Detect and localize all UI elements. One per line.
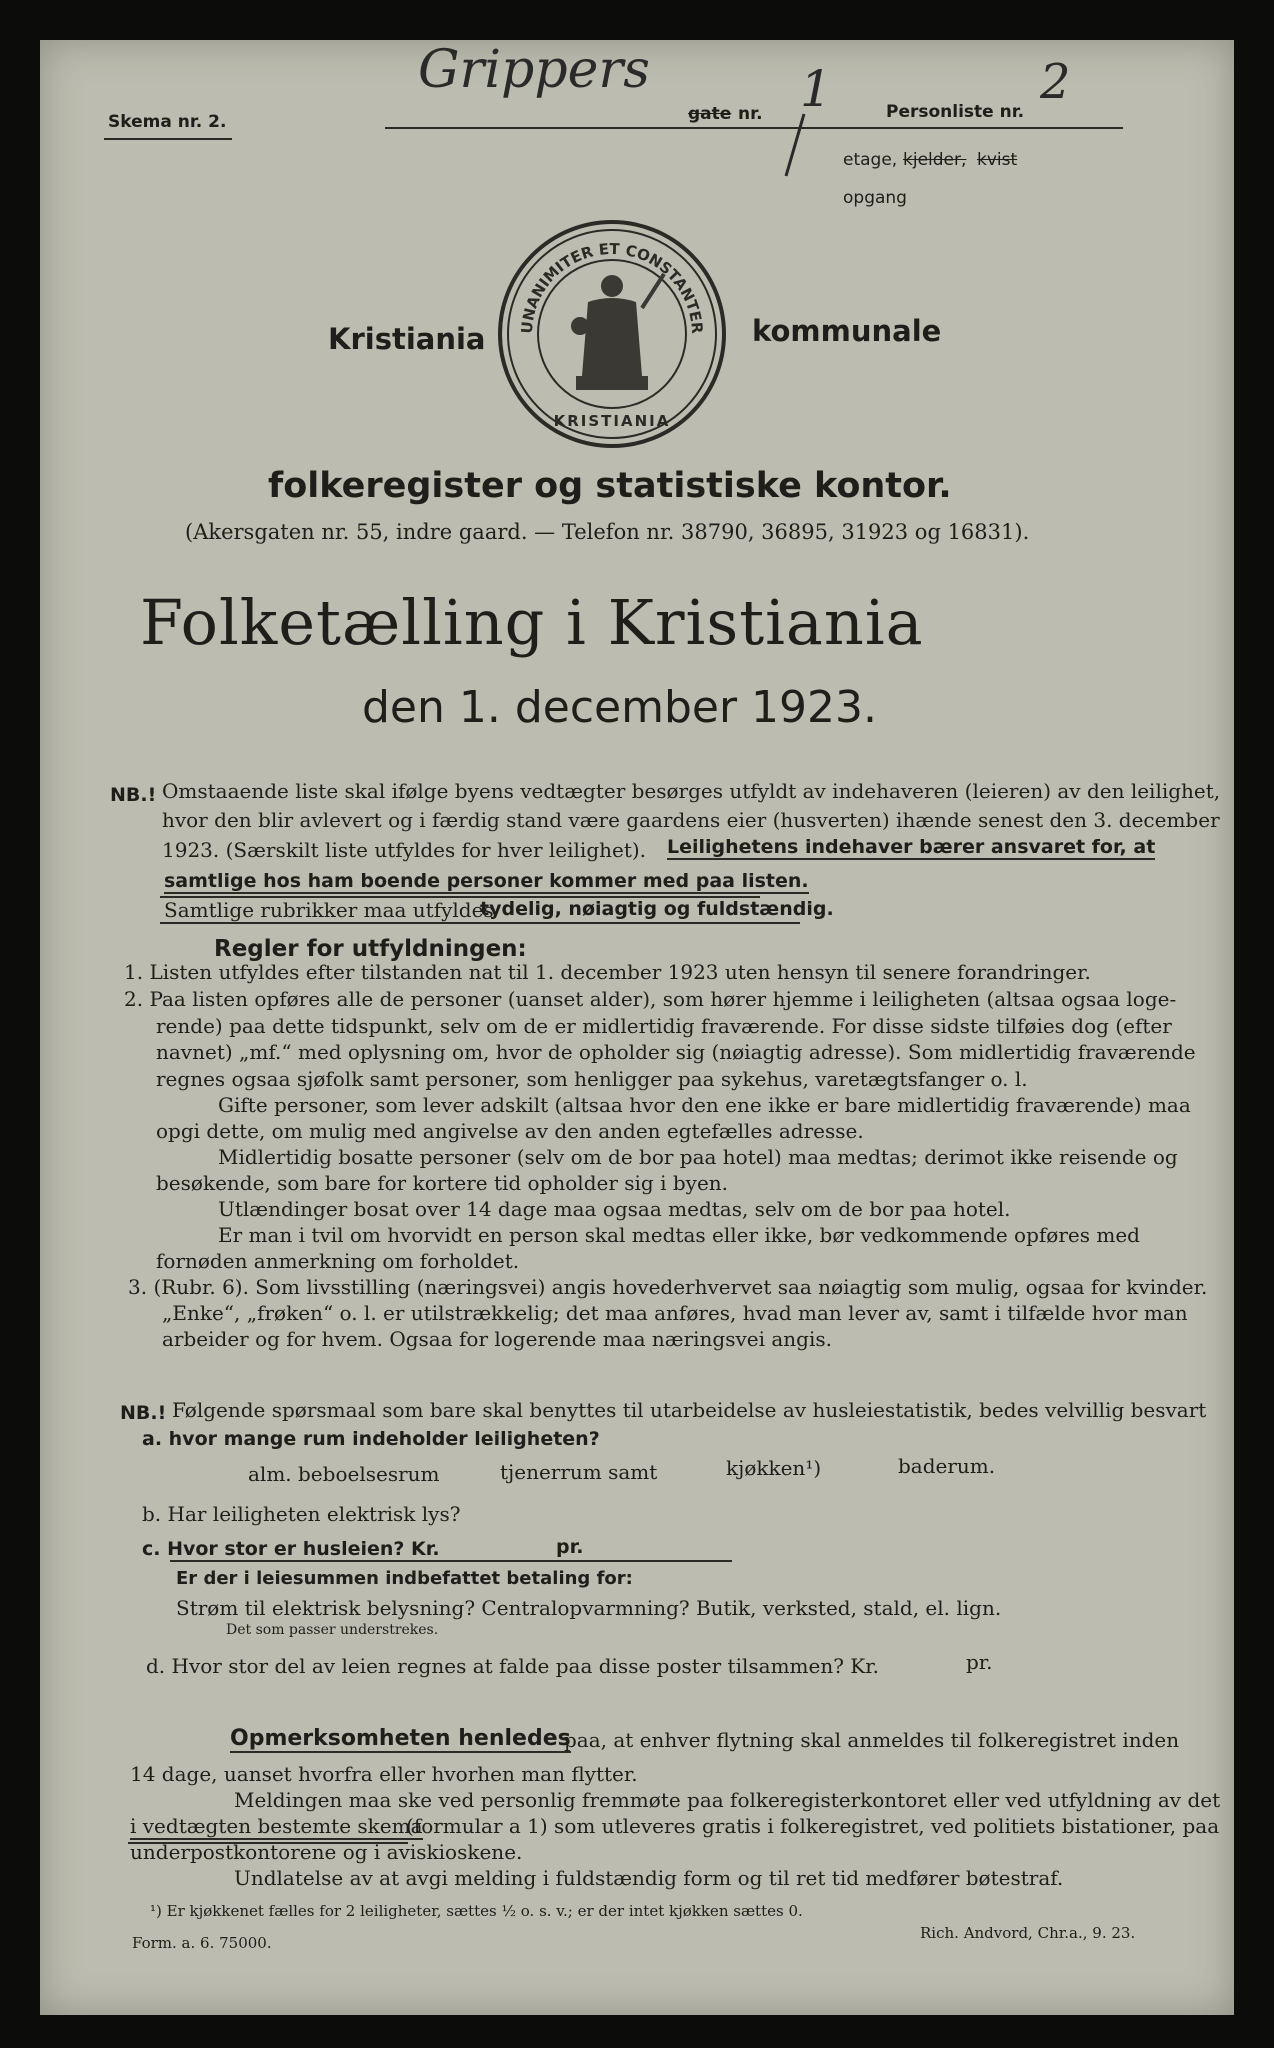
question-c-underline [170,1560,732,1562]
question-d-pr: pr. [966,1650,993,1674]
rule-2a: 2. Paa listen opføres alle de personer (uanset alder), som hører hjemme i leiligheten (altsaa ogsaa loge- [124,987,1177,1011]
office-left-word: Kristiania [328,322,486,356]
notice-line4b: (formular a 1) som utleveres gratis i folkeregistret, ved politiets bistationer, paa [406,1814,1220,1838]
question-c: c. Hvor stor er husleien? Kr. [142,1538,440,1560]
rule-2k: fornøden anmerkning om forholdet. [156,1249,520,1273]
question-a-field-3: kjøkken¹) [726,1456,822,1480]
nb2-intro: Følgende spørsmaal som bare skal benyttes til utarbeidelse av husleiestatistik, bedes velvillig besvart [172,1398,1207,1422]
kvist-label: kvist [977,150,1018,170]
question-b: b. Har leiligheten elektrisk lys? [142,1502,461,1526]
nb1-line4: samtlige hos ham boende personer kommer med paa listen. [164,870,809,892]
gate-label: gate [688,104,732,124]
personliste-label: Personliste nr. [886,102,1025,122]
rule-2j: Er man i tvil om hvorvidt en person skal medtas eller ikke, bør vedkommende opføres med [218,1223,1140,1247]
question-a-field-4: baderum. [898,1454,996,1478]
rule-2f: opgi dette, om mulig med angivelse av den anden egtefælles adresse. [156,1119,864,1143]
nb1-underline-2 [160,922,800,924]
document-title: Folketælling i Kristiania [140,586,924,659]
seal-text-top: UNANIMITER ET CONSTANTER [517,239,707,335]
rule-2g: Midlertidig bosatte personer (selv om de bor paa hotel) maa medtas; derimot ikke reisende og [218,1145,1178,1169]
nb1-line5b: tydelig, nøiagtig og fuldstændig. [480,898,834,920]
notice-line4a: i vedtægten bestemte skema [130,1814,423,1838]
header-underline [385,127,1123,129]
nb1-line2: hvor den blir avlevert og i færdig stand være gaardens eier (husverten) ihænde senest den 3. december [162,808,1220,832]
nb1-line5a: Samtlige rubrikker maa utfyldes [164,898,494,922]
nb1-label: NB.! [110,784,157,806]
handwritten-stroke-icon [780,110,810,180]
notice-line5: underpostkontorene og i aviskioskene. [130,1840,523,1864]
rule-2b: rende) paa dette tidspunkt, selv om de er midlertidig fraværende. For disse sidste tilføies dog (efter [156,1014,1172,1038]
question-c-pr: pr. [556,1536,584,1558]
question-c-options: Strøm til elektrisk belysning? Centralopvarmning? Butik, verksted, stald, el. lign. [176,1596,1002,1620]
skema-label: Skema nr. 2. [108,112,227,132]
seal-text-bottom: KRISTIANIA [553,412,671,430]
question-a: a. hvor mange rum indeholder leiligheten? [142,1428,600,1450]
question-a-field-2: tjenerrum samt [500,1460,658,1484]
etage-label: etage, [843,150,898,170]
rule-3a: 3. (Rubr. 6). Som livsstilling (næringsvei) angis hovederhvervet saa nøiagtig som mulig, ogsaa for kvinder. [128,1275,1208,1299]
rule-1: 1. Listen utfyldes efter tilstanden nat til 1. december 1923 uten hensyn til senere forandringer. [124,960,1091,984]
skema-underline [104,138,232,140]
nb1-line3b: Leilighetens indehaver bærer ansvaret for, at [667,836,1156,858]
rule-3c: arbeider og for hvem. Ogsaa for logerende maa næringsvei angis. [162,1327,832,1351]
street-handwritten: Grippers [418,40,650,100]
question-a-field-1: alm. beboelsesrum [248,1462,440,1486]
nr-label: nr. [738,104,763,124]
question-c-hint: Det som passer understrekes. [226,1622,439,1638]
office-address: (Akersgaten nr. 55, indre gaard. — Telefon nr. 38790, 36895, 31923 og 16831). [185,520,1030,544]
rule-2i: Utlændinger bosat over 14 dage maa ogsaa medtas, selv om de bor paa hotel. [218,1197,1011,1221]
kjelder-label: kjelder, [903,150,967,170]
form-number: Form. a. 6. 75000. [132,1934,272,1952]
notice-line6: Undlatelse av at avgi melding i fuldstændig form og til ret tid medfører bøtestraf. [234,1866,1064,1890]
opgang-label: opgang [843,188,907,208]
notice-line1: paa, at enhver flytning skal anmeldes til folkeregistret inden [564,1728,1180,1752]
footnote: ¹) Er kjøkkenet fælles for 2 leiligheter, sættes ½ o. s. v.; er der intet kjøkken sættes 0. [150,1902,803,1920]
nb1-line1: Omstaaende liste skal ifølge byens vedtægter besørges utfyldt av indehaveren (leieren) av den leilighet, [162,779,1221,803]
house-nr-handwritten: 1 [800,60,832,118]
rule-2h: besøkende, som bare for kortere tid opholder sig i byen. [156,1171,729,1195]
office-name: folkeregister og statistiske kontor. [268,466,952,506]
rule-2c: navnet) „mf.“ med oplysning om, hvor de opholder sig (nøiagtig adresse). Som midlertidig fraværende [156,1040,1196,1064]
rule-3b: „Enke“, „frøken“ o. l. er utilstrækkelig; det maa anføres, hvad man lever av, samt i tilfælde hvor man [162,1301,1188,1325]
rule-2d: regnes ogsaa sjøfolk samt personer, som henligger paa sykehus, varetægtsfanger o. l. [156,1067,1028,1091]
notice-line3: Meldingen maa ske ved personlig fremmøte paa folkeregisterkontoret eller ved utfyldning av det [234,1788,1221,1812]
printer-credit: Rich. Andvord, Chr.a., 9. 23. [920,1924,1136,1942]
personliste-handwritten: 2 [1040,54,1071,110]
nb2-label: NB.! [120,1402,167,1424]
notice-underline [128,1842,408,1844]
rules-heading: Regler for utfyldningen: [214,936,527,962]
nb1-line3a: 1923. (Særskilt liste utfyldes for hver leilighet). [162,838,647,862]
notice-heading: Opmerksomheten henledes [230,1726,571,1751]
notice-line2: 14 dage, uanset hvorfra eller hvorhen man flytter. [130,1762,638,1786]
question-c-included: Er der i leiesummen indbefattet betaling for: [176,1568,633,1589]
document-date: den 1. december 1923. [362,682,878,733]
question-d: d. Hvor stor del av leien regnes at falde paa disse poster tilsammen? Kr. [146,1654,879,1678]
city-seal [492,216,732,452]
rule-2e: Gifte personer, som lever adskilt (altsaa hvor den ene ikke er bare midlertidig fraværende) maa [218,1093,1191,1117]
office-right-word: kommunale [752,314,942,348]
